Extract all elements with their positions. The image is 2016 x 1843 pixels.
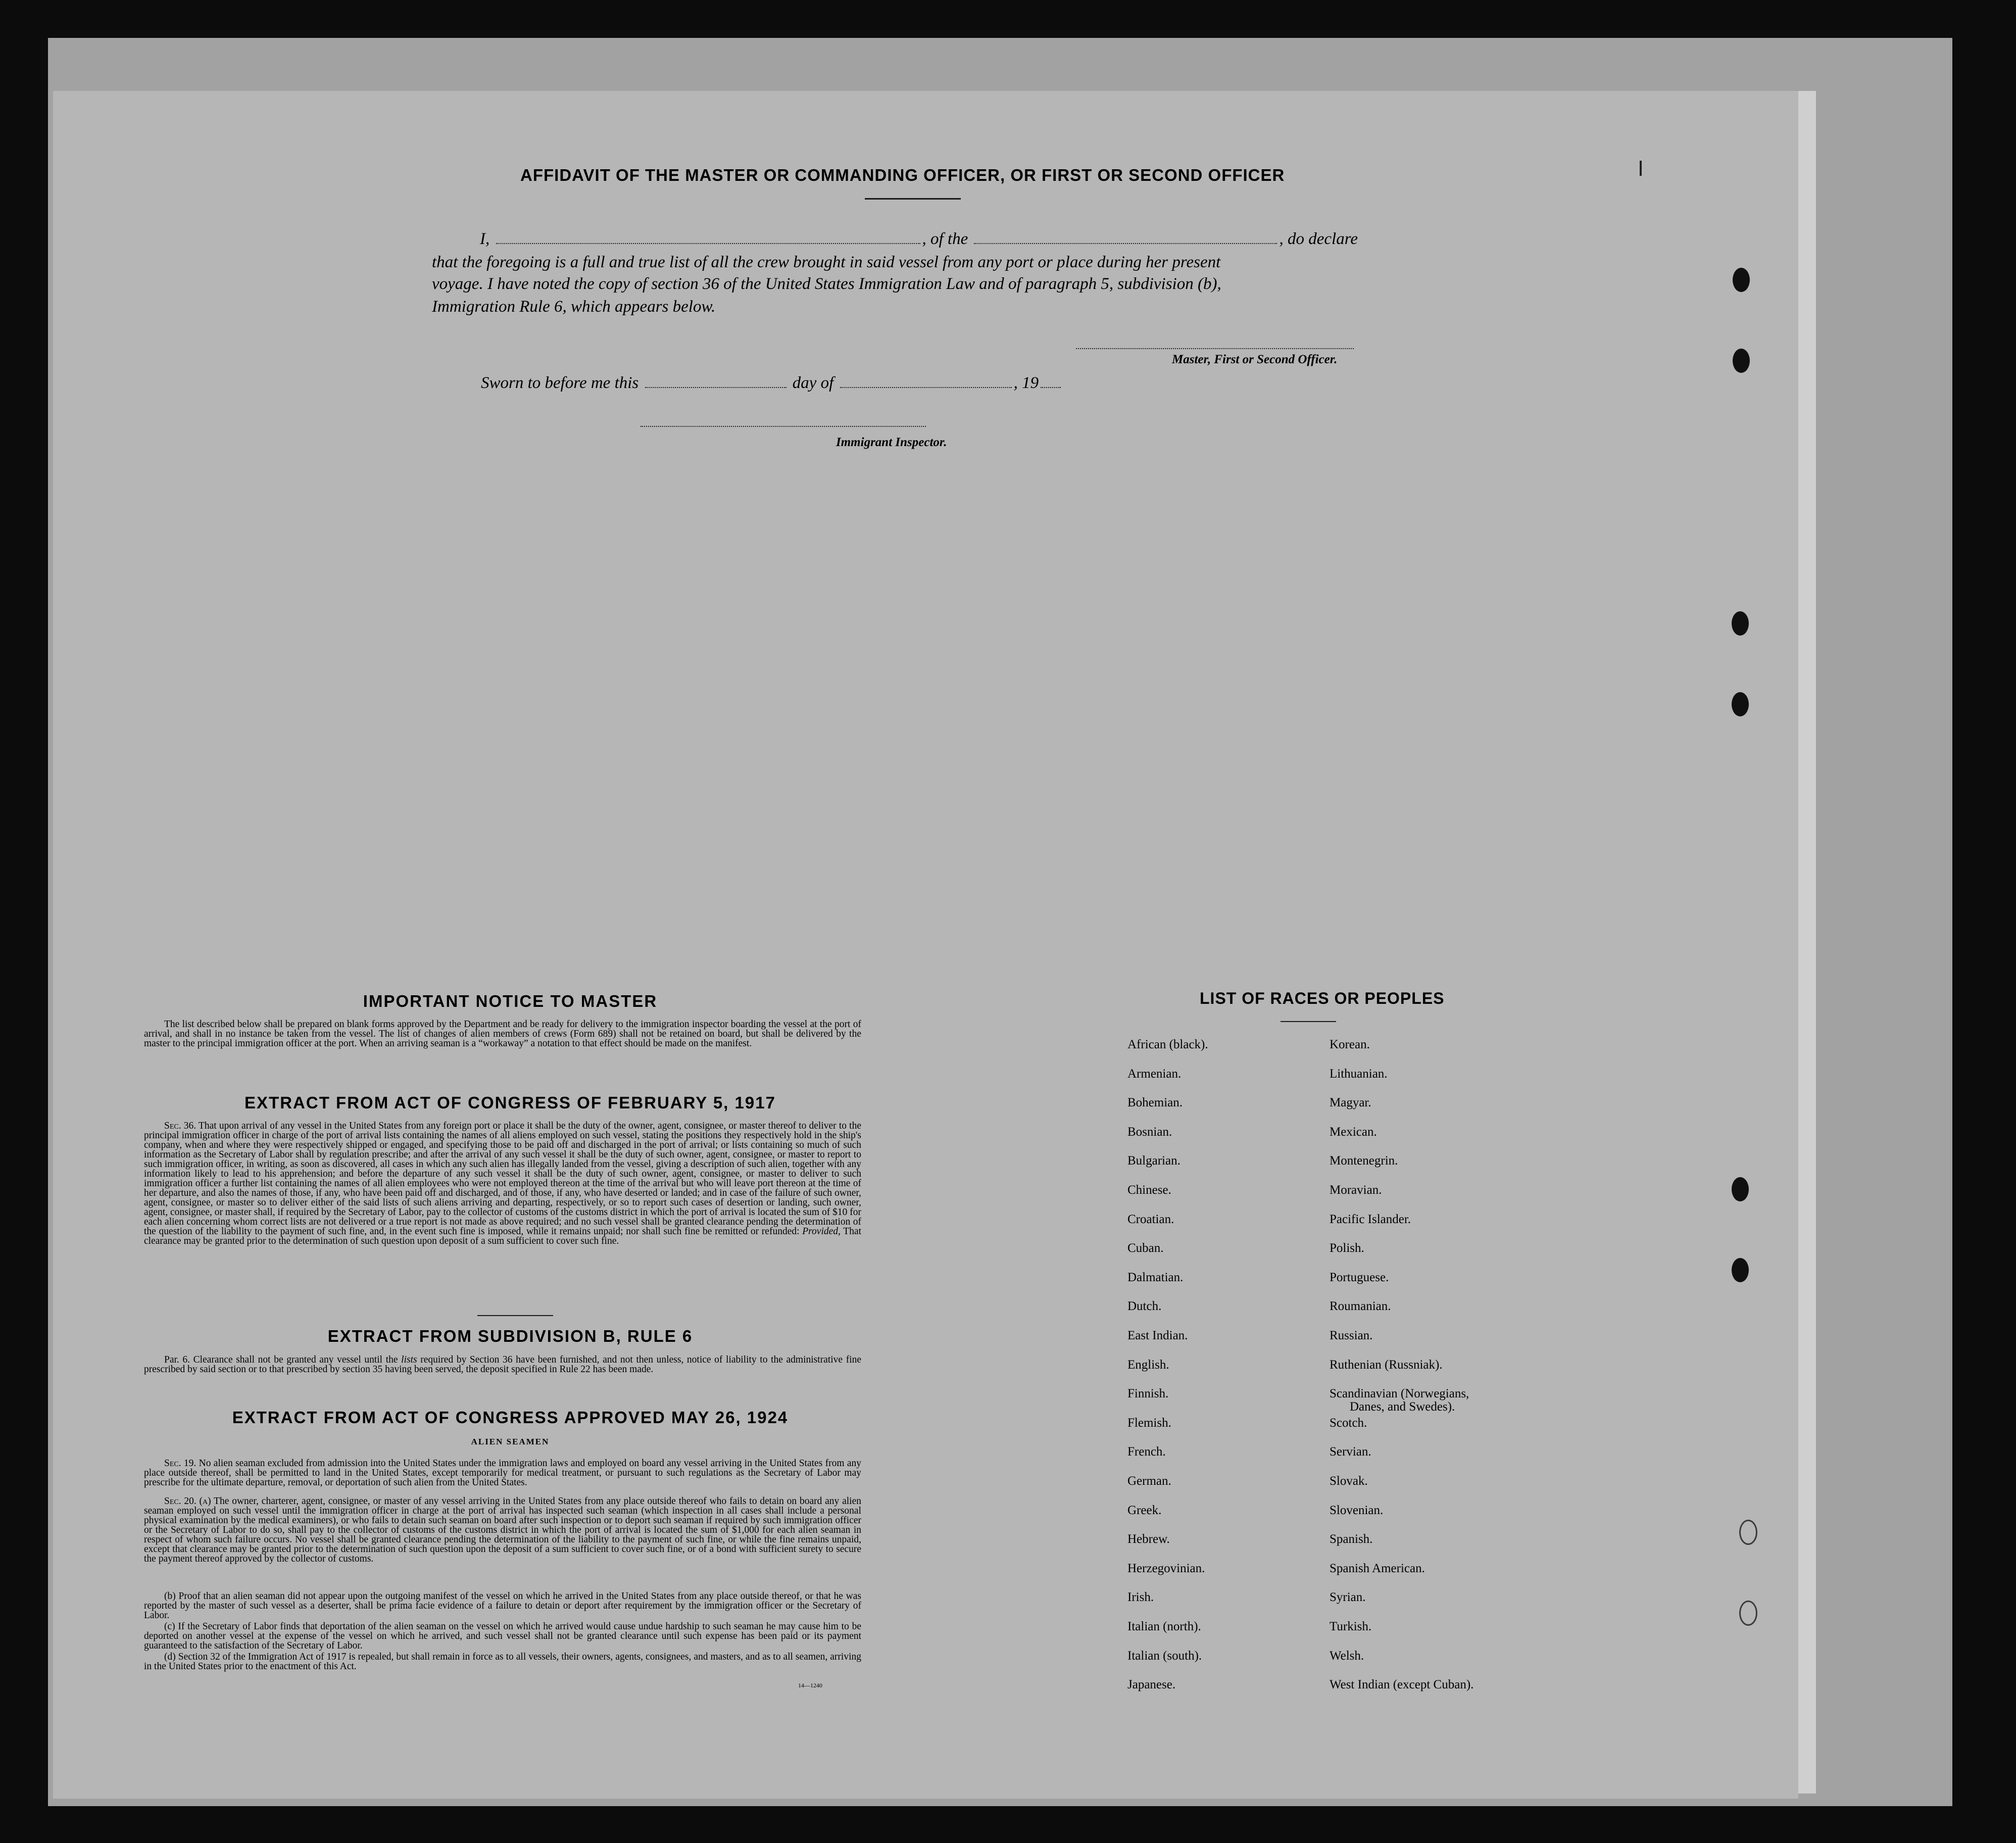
race-item: Spanish. [1330, 1532, 1373, 1546]
race-item: Portuguese. [1330, 1270, 1389, 1284]
rule-6-title: EXTRACT FROM SUBDIVISION B, RULE 6 [327, 1327, 693, 1345]
sworn-month-blank[interactable] [840, 386, 1012, 388]
sworn-year-blank[interactable] [1041, 386, 1061, 388]
race-item: Lithuanian. [1330, 1066, 1388, 1081]
affidavit-title: AFFIDAVIT OF THE MASTER OR COMMANDING OFFICER, OR FIRST OR SECOND OFFICER [520, 166, 1285, 184]
race-item: Greek. [1127, 1503, 1162, 1517]
race-item: Russian. [1330, 1329, 1373, 1342]
race-item: Ruthenian (Russniak). [1330, 1357, 1443, 1372]
race-item: Cuban. [1127, 1241, 1164, 1255]
race-item: Italian (north). [1127, 1620, 1201, 1633]
race-item: Bosnian. [1127, 1125, 1172, 1139]
race-item: East Indian. [1127, 1329, 1188, 1342]
race-item: African (black). [1127, 1038, 1208, 1051]
race-item: Herzegovinian. [1127, 1561, 1205, 1575]
punch-hole [1732, 1177, 1749, 1201]
ring-mark [1739, 1601, 1757, 1626]
race-item: Flemish. [1127, 1416, 1171, 1430]
punch-hole [1732, 1258, 1749, 1282]
race-item: Syrian. [1330, 1590, 1366, 1605]
race-item: Bulgarian. [1127, 1154, 1181, 1168]
race-item: Irish. [1127, 1590, 1154, 1605]
race-item: Italian (south). [1127, 1648, 1202, 1663]
races-title: LIST OF RACES OR PEOPLES [1200, 989, 1445, 1007]
race-item: Moravian. [1330, 1183, 1382, 1197]
race-item: Korean. [1330, 1038, 1370, 1051]
affidavit-line-2: that the foregoing is a full and true list of all the crew brought in said vessel from any port or place during her present [432, 253, 1221, 271]
punch-hole [1732, 611, 1749, 636]
punch-hole [1733, 268, 1750, 292]
sworn-day-blank[interactable] [645, 386, 786, 388]
inspector-signature-line[interactable] [641, 426, 926, 427]
act-1924-sec19: Sec. 19. No alien seaman excluded from admission into the United States under the immigration laws and employed on board any vessel arriving in the United States from any place outside thereof, shall be permitted to land in the United States, except temporarily for medical treatment, or pursuant to such regulations as the Secretary of Labor may prescribe for the ultimate departure, removal, or deportation of such alien from the United States. [144, 1458, 861, 1488]
race-item: Croatian. [1127, 1212, 1174, 1226]
race-item: Spanish American. [1330, 1561, 1425, 1575]
race-item: Chinese. [1127, 1183, 1171, 1197]
race-item: English. [1127, 1357, 1169, 1372]
race-item: French. [1127, 1445, 1166, 1459]
vessel-name-blank[interactable] [974, 243, 1277, 244]
race-item: Pacific Islander. [1330, 1212, 1411, 1226]
affidavit-line-1: I, , of the , do declare [480, 230, 1358, 248]
race-item: Dutch. [1127, 1299, 1162, 1314]
race-item: Magyar. [1330, 1096, 1371, 1110]
race-item: Servian. [1330, 1445, 1371, 1459]
act-1924-sec20a: Sec. 20. (a) The owner, charterer, agent, consignee, or master of any vessel arriving in the United States from any place outside thereof who fails to detain on board any alien seaman employed on such vessel until the immigration officer in charge at the port of arrival has inspected such seaman (which inspection in all cases shall include a personal physical examination by the medical examiners), or who fails to detain such seaman on board after such inspection or to deport such seaman if required by such immigration officer or the Secretary of Labor to do so, shall pay to the collector of customs of the customs district in which the port of arrival is located the sum of $1,000 for each alien seaman in respect of whom such failure occurs. No vessel shall be granted clearance pending the determination of the liability to the payment of such fine, or while the fine remains unpaid, except that clearance may be granted prior to the determination of such question upon the deposit of a sum sufficient to cover such fine, or of a bond with sufficient surety to secure the payment thereof approved by the collector of customs. [144, 1496, 861, 1564]
title-rule [865, 198, 961, 200]
race-item: Dalmatian. [1127, 1270, 1184, 1284]
officer-name-blank[interactable] [496, 243, 920, 244]
affidavit-line-3: voyage. I have noted the copy of section 36 of the United States Immigration Law and of paragraph 5, subdivision (b), [432, 275, 1221, 293]
notice-text: The list described below shall be prepared on blank forms approved by the Department and be ready for delivery to the immigration inspector boarding the vessel at the port of arrival, and shall in no instance be taken from the vessel. The list of changes of alien members of crews (Form 689) shall not be retained on board, but shall be delivered by the master to the principal immigration officer at the port. When an arriving seaman is a “workaway” a notation to that effect should be made on the manifest. [144, 1019, 861, 1049]
act-1924-sec20c: (c) If the Secretary of Labor finds that deportation of the alien seaman on the vessel on which he arrived would cause undue hardship to such seaman he may cause him to be deported on another vessel at the expense of the vessel on which he arrived, and such vessel shall not be granted clearance until such expense has been paid or its payment guaranteed to the satisfaction of the Secretary of Labor. [144, 1621, 861, 1651]
act-1924-sec20d: (d) Section 32 of the Immigration Act of 1917 is repealed, but shall remain in force as to all vessels, their owners, agents, consignees, and masters, and as to all seamen, arriving in the United States prior to the enactment of this Act. [144, 1652, 861, 1672]
race-item: Scotch. [1330, 1416, 1367, 1430]
affidavit-line-4: Immigration Rule 6, which appears below. [432, 298, 716, 316]
races-title-rule [1281, 1021, 1336, 1022]
race-item: Scandinavian (Norwegians, [1330, 1387, 1469, 1401]
race-item: Finnish. [1127, 1387, 1169, 1401]
race-item: Armenian. [1127, 1066, 1182, 1081]
race-item: German. [1127, 1474, 1171, 1488]
race-item: Bohemian. [1127, 1096, 1183, 1110]
act-1917-title: EXTRACT FROM ACT OF CONGRESS OF FEBRUARY 5, 1917 [244, 1093, 776, 1112]
ring-mark [1739, 1520, 1757, 1545]
tick-mark [1640, 161, 1642, 176]
race-item: Polish. [1330, 1241, 1364, 1255]
race-item: Slovenian. [1330, 1503, 1384, 1517]
race-item: Hebrew. [1127, 1532, 1170, 1546]
race-item: Danes, and Swedes). [1350, 1400, 1455, 1414]
race-item: Slovak. [1330, 1474, 1368, 1488]
act-1924-sec20b: (b) Proof that an alien seaman did not appear upon the outgoing manifest of the vessel on which he arrived in the United States from any place outside thereof, or that he was reported by the master of such vessel as a deserter, shall be prima facie evidence of a failure to detain or deport after requirement by the immigration officer or the Secretary of Labor. [144, 1591, 861, 1621]
section-divider [477, 1315, 553, 1316]
act-1917-text: Sec. 36. That upon arrival of any vessel in the United States from any foreign port or place it shall be the duty of the owner, agent, consignee, or master thereof to deliver to the principal immigration officer in charge of the port of arrival lists containing the names of all aliens employed on such vessel, stating the positions they respectively hold in the ship's company, when and where they were respectively shipped or engaged, and specifying those to be paid off and discharged in the port of arrival; or lists containing so much of such information as the Secretary of Labor shall by regulation prescribe; and after the arrival of any such vessel it shall be the duty of such owner, agent, consignee, or master to report to such immigration officer, in writing, as soon as discovered, all cases in which any such alien has illegally landed from the vessel, giving a description of such alien, together with any information likely to lead to his apprehension; and before the departure of any such vessel it shall be the duty of such owner, agent, consignee, or master to deliver to such immigration officer a further list containing the names of all alien employees who were not employed thereon at the time of the arrival but who will leave port thereon at the time of her departure, and also the names of those, if any, who have been paid off and discharged, and of those, if any, who have deserted or landed; and in case of the failure of such owner, agent, consignee, or master so to deliver either of the said lists of such aliens arriving and departing, respectively, or so to report such cases of desertion or landing, such owner, agent, consignee, or master shall, if required by the Secretary of Labor, pay to the collector of customs of the customs district in which the port of arrival is located the sum of $10 for each alien concerning whom correct lists are not delivered or a true report is not made as above required; and no such vessel shall be granted clearance pending the determination of the question of the liability to the payment of such fine, and, in the event such fine is imposed, while it remains unpaid; nor shall such fine be remitted or refunded: Provided, That clearance may be granted prior to the determination of such question upon deposit of a sum sufficient to cover such fine. [144, 1121, 862, 1246]
race-item: Turkish. [1330, 1620, 1372, 1633]
notice-title: IMPORTANT NOTICE TO MASTER [363, 992, 658, 1010]
race-item: Welsh. [1330, 1648, 1364, 1663]
master-signature-label: Master, First or Second Officer. [1172, 353, 1338, 366]
alien-seamen-subtitle: ALIEN SEAMEN [471, 1437, 550, 1446]
act-1924-title: EXTRACT FROM ACT OF CONGRESS APPROVED MAY 26, 1924 [232, 1408, 789, 1427]
race-item: Roumanian. [1330, 1299, 1391, 1314]
race-item: Japanese. [1127, 1678, 1176, 1692]
rule-6-text: Par. 6. Clearance shall not be granted any vessel until the lists required by Section 36 have been furnished, and not then unless, notice of liability to the administrative fine prescribed by said section or to that prescribed by section 35 having been served, the deposit specified in Rule 22 has been made. [144, 1354, 862, 1375]
race-item: Montenegrin. [1330, 1154, 1398, 1168]
race-item: West Indian (except Cuban). [1330, 1678, 1474, 1692]
race-item: Mexican. [1330, 1125, 1377, 1139]
form-number: 14—1240 [798, 1682, 822, 1689]
sworn-line: Sworn to before me this day of , 19 [481, 374, 1063, 393]
punch-hole [1732, 692, 1749, 716]
punch-hole [1733, 349, 1750, 373]
master-signature-line[interactable] [1076, 348, 1354, 349]
inspector-label: Immigrant Inspector. [836, 435, 947, 449]
